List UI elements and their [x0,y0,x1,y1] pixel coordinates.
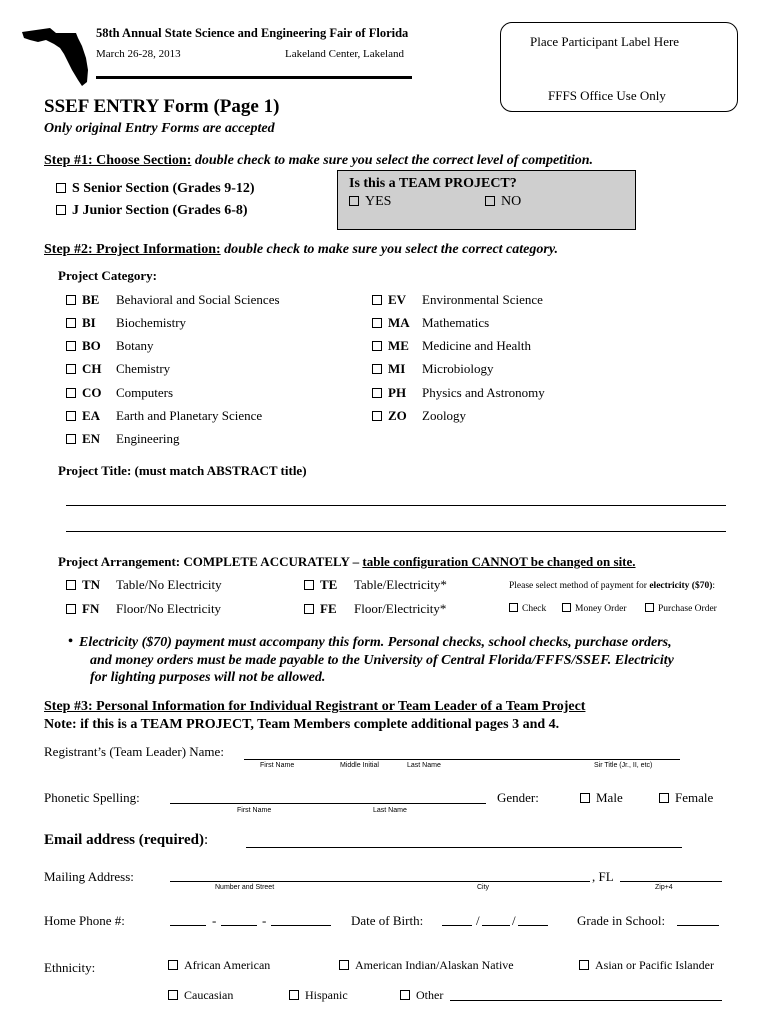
email-field[interactable] [246,847,682,848]
team-yes-checkbox[interactable] [349,196,359,206]
category-code: BO [82,338,101,353]
category-name: Mathematics [422,315,490,330]
team-yes-option[interactable] [349,194,391,210]
electricity-note-2: and money orders must be made payable to the University of Central Florida/FFFS/SSEF. Electricity [90,653,674,668]
eth-other-label: Other [416,988,444,1002]
category-code: BI [82,315,96,330]
tn-checkbox[interactable] [66,580,76,590]
team-question: Is this a TEAM PROJECT? [349,176,517,191]
phone-line-field[interactable] [271,925,331,926]
te-name: Table/Electricity* [354,577,447,592]
eth-native-checkbox[interactable] [339,960,349,970]
eth-african-label: African American [184,958,271,972]
payment-prompt-text: Please select method of payment for [509,581,650,591]
female-checkbox[interactable] [659,793,669,803]
form-title: SSEF ENTRY Form (Page 1) [44,96,280,117]
gender-male-option[interactable] [580,790,623,806]
eth-caucasian-checkbox[interactable] [168,990,178,1000]
category-checkbox[interactable] [66,411,76,421]
category-name: Earth and Planetary Science [116,408,263,423]
eth-caucasian-label: Caucasian [184,988,234,1002]
dob-slash-2: / [512,913,516,928]
zip-field[interactable] [620,881,722,882]
category-item[interactable] [66,338,154,354]
category-label: Project Category: [58,268,158,283]
category-code: ME [388,338,409,353]
electricity-note-3: for lighting purposes will not be allowed. [90,670,326,685]
step2-instruction: double check to make sure you select the correct category. [224,242,559,257]
senior-option[interactable] [56,181,255,197]
category-name: Biochemistry [116,315,187,330]
category-item[interactable] [66,361,170,377]
project-title-label: Project Title: (must match ABSTRACT title) [58,463,307,478]
junior-option[interactable] [56,203,248,219]
arrangement-warning: table configuration CANNOT be changed on site. [362,554,636,569]
zip-caption: Zip+4 [655,884,673,891]
tn-name: Table/No Electricity [116,577,222,592]
city-caption: City [477,884,490,891]
eth-hispanic-checkbox[interactable] [289,990,299,1000]
state-fl: , FL [592,869,614,884]
eth-native-option[interactable] [339,958,514,973]
category-code: PH [388,385,407,400]
dob-slash-1: / [476,913,480,928]
number-street-caption: Number and Street [215,884,275,891]
senior-label: S Senior Section (Grades 9-12) [72,181,255,196]
email-colon: : [204,832,209,848]
category-name: Physics and Astronomy [422,385,545,400]
arrangement-fn[interactable] [66,601,221,617]
fn-checkbox[interactable] [66,604,76,614]
eth-african-checkbox[interactable] [168,960,178,970]
category-code: CO [82,385,102,400]
team-yes-label: YES [365,194,392,209]
category-name: Environmental Science [422,292,543,307]
eth-african-option[interactable] [168,958,270,973]
category-checkbox[interactable] [66,318,76,328]
category-checkbox[interactable] [372,388,382,398]
category-checkbox[interactable] [372,411,382,421]
project-title-line-2[interactable] [66,531,726,532]
phonetic-field[interactable] [170,803,486,804]
fe-checkbox[interactable] [304,604,314,614]
pay-check-checkbox[interactable] [509,603,518,612]
eth-other-checkbox[interactable] [400,990,410,1000]
eth-other-option[interactable] [400,988,443,1003]
dob-label: Date of Birth: [351,913,424,928]
arrangement-label: Project Arrangement: COMPLETE ACCURATELY – [58,554,363,569]
electricity-bullet: • [68,634,73,649]
category-item[interactable] [372,338,531,354]
electricity-note-1: Electricity ($70) payment must accompany this form. Personal checks, school checks, purchase orders, [79,635,672,650]
category-name: Behavioral and Social Sciences [116,292,280,307]
florida-logo [20,24,92,90]
male-label: Male [596,790,623,805]
eth-hispanic-option[interactable] [289,988,348,1003]
category-item[interactable] [372,292,543,308]
category-checkbox[interactable] [372,295,382,305]
junior-label: J Junior Section (Grades 6-8) [72,203,248,218]
eth-native-label: American Indian/Alaskan Native [355,958,514,972]
last-name-caption: Last Name [407,762,441,769]
pay-check-label: Check [522,604,547,614]
phonetic-first-caption: First Name [237,807,272,814]
step1-heading: Step #1: Choose Section: [44,153,192,168]
mailing-address-field[interactable] [170,881,590,882]
phone-dash-1: - [212,913,217,928]
arrangement-fe[interactable] [304,601,446,617]
arrangement-te[interactable] [304,577,447,593]
category-checkbox[interactable] [372,318,382,328]
step2-heading: Step #2: Project Information: [44,242,221,257]
category-code: EN [82,431,101,446]
pay-purchase-order-label: Purchase Order [658,604,717,614]
project-title-line-1[interactable] [66,505,726,506]
step1-heading-row [44,153,593,169]
name-field[interactable] [244,759,680,760]
step1-instruction: double check to make sure you select the correct level of competition. [194,153,594,168]
category-checkbox[interactable] [372,341,382,351]
arrangement-tn[interactable] [66,577,222,593]
arrangement-heading [58,554,636,570]
team-no-label: NO [501,194,522,209]
category-item[interactable] [372,361,494,377]
participant-label-text: Place Participant Label Here [530,34,680,49]
eth-asian-checkbox[interactable] [579,960,589,970]
eth-asian-label: Asian or Pacific Islander [595,958,714,972]
phonetic-last-caption: Last Name [373,807,407,814]
team-no-option[interactable] [485,194,521,210]
category-checkbox[interactable] [66,364,76,374]
step3-heading: Step #3: Personal Information for Individual Registrant or Team Leader of a Team Project [44,699,586,714]
dob-month-field[interactable] [442,925,472,926]
phone-area-field[interactable] [170,925,206,926]
fn-code: FN [82,601,100,616]
eth-other-field[interactable] [450,1000,722,1001]
eth-hispanic-label: Hispanic [305,988,348,1002]
fn-name: Floor/No Electricity [116,601,222,616]
category-checkbox[interactable] [372,364,382,374]
senior-checkbox[interactable] [56,183,66,193]
eth-caucasian-option[interactable] [168,988,233,1003]
category-name: Zoology [422,408,467,423]
te-checkbox[interactable] [304,580,314,590]
mailing-label: Mailing Address: [44,869,134,884]
fair-dates: March 26-28, 2013 [96,48,181,60]
category-name: Microbiology [422,361,494,376]
team-no-checkbox[interactable] [485,196,495,206]
category-item[interactable] [372,408,466,424]
eth-asian-option[interactable] [579,958,714,973]
category-item[interactable] [66,385,173,401]
category-code: MI [388,361,406,376]
gender-label: Gender: [497,790,539,805]
pay-money-order-option[interactable] [562,604,626,614]
te-code: TE [320,577,338,592]
category-code: MA [388,315,410,330]
category-code: CH [82,361,102,376]
category-code: BE [82,292,100,307]
pay-check-option[interactable] [509,604,546,614]
home-phone-label: Home Phone #: [44,913,125,928]
step2-heading-row [44,242,558,258]
step3-note: Note: if this is a TEAM PROJECT, Team Members complete additional pages 3 and 4. [44,717,560,732]
payment-prompt-bold: electricity ($70) [649,581,713,591]
phone-prefix-field[interactable] [221,925,257,926]
email-label-row [44,832,208,849]
category-item[interactable] [372,385,545,401]
female-label: Female [675,790,714,805]
category-name: Botany [116,338,154,353]
category-item[interactable] [66,292,280,308]
category-code: ZO [388,408,407,423]
category-checkbox[interactable] [66,341,76,351]
category-item[interactable] [66,408,262,424]
name-label: Registrant’s (Team Leader) Name: [44,744,224,759]
office-use-text: FFFS Office Use Only [548,88,666,103]
email-label: Email address (required) [44,832,205,848]
category-item[interactable] [66,431,180,447]
fair-title: 58th Annual State Science and Engineering Fair of Florida [96,26,409,40]
middle-initial-caption: Middle Initial [340,762,379,769]
header-rule [96,76,412,79]
form-subtitle: Only original Entry Forms are accepted [44,121,275,136]
category-name: Computers [116,385,174,400]
payment-prompt-colon: : [712,581,716,591]
category-item[interactable] [372,315,489,331]
first-name-caption: First Name [260,762,295,769]
fair-location: Lakeland Center, Lakeland [285,48,404,60]
category-name: Chemistry [116,361,171,376]
category-name: Engineering [116,431,180,446]
tn-code: TN [82,577,101,592]
category-checkbox[interactable] [66,388,76,398]
phone-dash-2: - [262,913,267,928]
sir-title-caption: Sir Title (Jr., II, etc) [594,762,653,769]
category-code: EA [82,408,101,423]
phonetic-label: Phonetic Spelling: [44,790,140,805]
junior-checkbox[interactable] [56,205,66,215]
grade-field[interactable] [677,925,719,926]
pay-money-order-label: Money Order [575,604,627,614]
category-code: EV [388,292,407,307]
gender-female-option[interactable] [659,790,713,806]
category-checkbox[interactable] [66,434,76,444]
category-name: Medicine and Health [422,338,532,353]
fe-name: Floor/Electricity* [354,601,447,616]
fe-code: FE [320,601,337,616]
dob-year-field[interactable] [518,925,548,926]
pay-purchase-order-option[interactable] [645,604,717,614]
category-checkbox[interactable] [66,295,76,305]
grade-label: Grade in School: [577,913,666,928]
male-checkbox[interactable] [580,793,590,803]
category-item[interactable] [66,315,186,331]
ethnicity-label: Ethnicity: [44,960,96,975]
dob-day-field[interactable] [482,925,510,926]
pay-money-order-checkbox[interactable] [562,603,571,612]
payment-prompt [509,581,715,591]
pay-purchase-order-checkbox[interactable] [645,603,654,612]
